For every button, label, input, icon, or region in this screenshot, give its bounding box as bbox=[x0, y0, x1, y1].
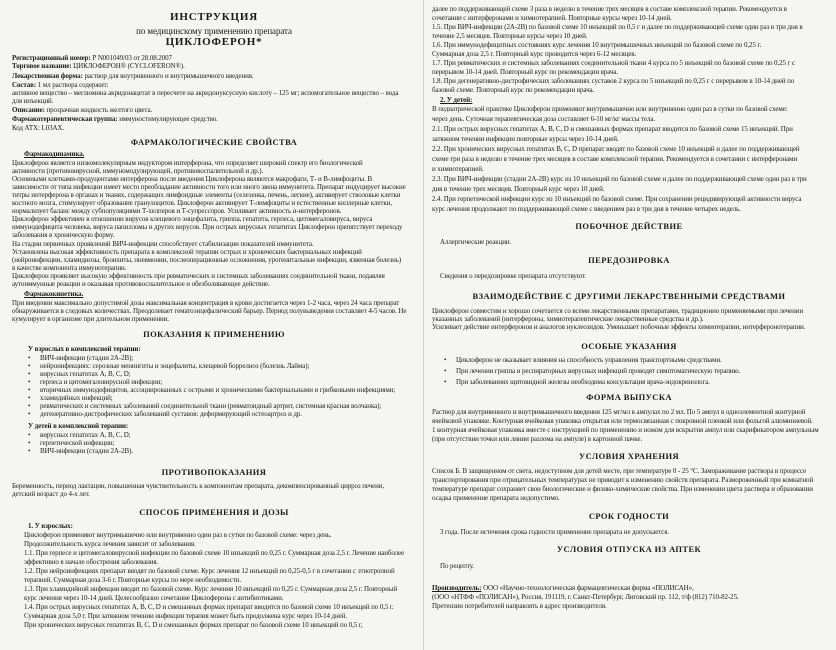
dispensing-text: По рецепту. bbox=[440, 562, 474, 570]
paragraph-line: 1.7. При ревматических и системных заболеваниях соединительной ткани 4 курса по 5 инъекций по базовой схеме по 0,25 г с bbox=[432, 59, 795, 67]
paragraph-line: кумулирует в организме при длительном применении. bbox=[12, 315, 169, 323]
bullet-icon: • bbox=[28, 431, 31, 439]
paragraph-line: Установлена высокая эффективность препарата в комплексной терапии острых и хронических бактериальных инфекций bbox=[12, 248, 362, 256]
dosage-children-label: 2. У детей: bbox=[440, 96, 473, 104]
overdose-text: Сведения о передозировке препарата отсутствуют. bbox=[440, 272, 586, 280]
paragraph-line: Беременность, период лактации, повышенная чувствительность к компонентам препарата, декомпенсированный цирроз печени, bbox=[12, 482, 385, 490]
doc-subtitle: по медицинскому применению препарата bbox=[136, 26, 292, 36]
dosage-form: Лекарственная форма: раствор для внутривенного и внутримышечного введения. bbox=[12, 72, 254, 80]
pharmacokinetics-label: Фармакокинетика. bbox=[24, 290, 84, 298]
drug-name: ЦИКЛОФЕРОН* bbox=[165, 36, 263, 48]
paragraph-line: При введении максимально допустимой дозы максимальная концентрация в крови достигается через 1-2 часа, через 24 часа препарат bbox=[12, 299, 400, 307]
paragraph-line: 1.1. При герпесе и цитомегаловирусной инфекции по базовой схеме 10 инъекций по 0,25 г. Суммарная доза 2,5 г. Лечение наиболее bbox=[24, 549, 405, 557]
paragraph-line: 2.4. При герпетической инфекции курс из 10 инъекций по базовой схеме. При сохранении рецидивирующей активности вируса bbox=[432, 195, 802, 203]
paragraph-line: Циклоферон совместим и хорошо сочетается со всеми лекарственными препаратами, традиционно применяемыми при лечении bbox=[432, 307, 804, 315]
manufacturer-line: (ООО «НТФФ «ПОЛИСАН»), Россия, 191119, г. Санкт-Петербург, Лиговский пр. 112, т/ф (812) 710-82-25. bbox=[432, 593, 739, 601]
paragraph-line: Раствор для внутривенного и внутримышечного введения 125 мг/мл в ампулах по 2 мл. По 5 ампул в одноэлементной контурной bbox=[432, 408, 806, 416]
list-item: • ревматических и системных заболеваний соединительной ткани (ревматоидный артрит, системная красная волчанка); bbox=[28, 402, 382, 410]
manufacturer-line: Претензии потребителей направлять в адрес производителя. bbox=[432, 602, 607, 610]
section-heading-overdose: ПЕРЕДОЗИРОВКА bbox=[588, 255, 670, 265]
paragraph-line: терапией. Суммарная доза 3-6 г. Повторные курсы по мере необходимости. bbox=[24, 576, 241, 584]
description: Описание: прозрачная жидкость желтого цвета. bbox=[12, 106, 153, 114]
paragraph-line: На стадии первичных проявлений ВИЧ-инфекции способствует стабилизации показателей иммунитета. bbox=[12, 240, 314, 248]
paragraph-line: курс лечения продолжают по поддерживающей схеме с введением раз в три дня в течение четырех недель. bbox=[432, 205, 741, 213]
paragraph-line: аутоиммунные реакции и оказывая противовоспалительное и обезболивающее действие. bbox=[12, 280, 270, 288]
list-item: • герпетической инфекции; bbox=[28, 439, 115, 447]
section-heading-special: ОСОБЫЕ УКАЗАНИЯ bbox=[581, 341, 677, 351]
paragraph-line: далее по поддерживающей схеме 3 раза в неделю в течение трех месяцев в составе комплексной терапии. Рекомендуется в bbox=[432, 5, 787, 13]
section-heading-interactions: ВЗАИМОДЕЙСТВИЕ С ДРУГИМИ ЛЕКАРСТВЕННЫМИ СРЕДСТВАМИ bbox=[472, 291, 786, 301]
composition-line: для инъекций. bbox=[12, 97, 54, 105]
list-item: • вирусных гепатитах А, В, С, D; bbox=[28, 431, 131, 439]
paragraph-line: 1.2. При нейроинфекциях препарат вводят по базовой схеме. Курс лечения 12 инъекций по 0,25-0,5 г в сочетании с этиотропной bbox=[24, 567, 395, 575]
section-heading-storage: УСЛОВИЯ ХРАНЕНИЯ bbox=[578, 451, 680, 461]
bullet-icon: • bbox=[28, 354, 31, 362]
manufacturer: Производитель: ООО «Научно-технологическая фармацевтическая фирма «ПОЛИСАН», bbox=[432, 584, 694, 592]
paragraph-line: эффективно в начале обострения заболевания. bbox=[24, 558, 159, 566]
shelf-life-text: 3 года. После истечения срока годности применение препарата не допускается. bbox=[440, 528, 670, 536]
paragraph-line: активности (противовирусной, иммуномодулирующей, противовоспалительной и др.). bbox=[12, 167, 264, 175]
paragraph-line: 2.1. При острых вирусных гепатитах А, В, С, D и смешанных формах препарат вводится по базовой схеме 15 инъекций. При bbox=[432, 125, 793, 133]
atc-code: Код АТХ: L03AX. bbox=[12, 124, 65, 132]
paragraph-line: Циклоферон является низкомолекулярным индуктором интерферона, что определяет широкий спектр его биологической bbox=[12, 159, 363, 167]
list-item: • вторичных иммунодефицитов, ассоциированных с острыми и хроническими бактериальными и грибковыми инфекциями; bbox=[28, 386, 396, 394]
list-item: • ВИЧ-инфекции (стадии 2А-2В); bbox=[28, 354, 134, 362]
bullet-icon: • bbox=[28, 410, 31, 418]
paragraph-line: Основными клетками-продуцентами интерферона после введения Циклоферона являются макрофаги, Т- и В-лимфоциты. В bbox=[12, 175, 373, 183]
indications-adults-label: У взрослых в комплексной терапии: bbox=[28, 345, 141, 353]
paragraph-line: сочетании с интерферонами и химиотерапией. Повторные курсы через 10-14 дней. bbox=[432, 14, 672, 22]
paragraph-line: Суммарная доза 2,5 г. Повторный курс проводится через 6-12 месяцев. bbox=[432, 50, 637, 58]
paragraph-line: 1.3. При хламидийной инфекции вводят по базовой схеме. Курс лечения 10 инъекций по 0,25 г. Суммарная доза 2,5 г. Повторный bbox=[24, 585, 397, 593]
section-heading-dispensing: УСЛОВИЯ ОТПУСКА ИЗ АПТЕК bbox=[556, 544, 702, 554]
section-heading-indications: ПОКАЗАНИЯ К ПРИМЕНЕНИЮ bbox=[143, 329, 285, 339]
bullet-icon: • bbox=[28, 394, 31, 402]
list-item: • вирусных гепатитах А, В, С, D; bbox=[28, 370, 131, 378]
paragraph-line: (нейроинфекции, хламидиозы, бронхиты, пневмонии, послеоперационные осложнения, урогенитальные инфекции, язвенная болезнь) bbox=[12, 256, 402, 264]
pharmacodynamics-label: Фармакодинамика. bbox=[24, 150, 85, 158]
paragraph-line: 1.4. При острых вирусных гепатитах А, В, С, D и смешанных формах препарат вводится по базовой схеме 10 инъекций по 0,5 г. bbox=[24, 603, 394, 611]
paragraph-line: и химиотерапией. bbox=[432, 165, 484, 173]
paragraph-line: 1.8. При дегенеративно-дистрофических заболеваниях суставов 2 курса по 5 инъекций по 0,25 г с перерывом в 10-14 дней по bbox=[432, 77, 795, 85]
list-item: • нейроинфекциях: серозные менингиты и энцефалиты, клещевой боррелиоз (болезнь Лайма); bbox=[28, 362, 310, 370]
paragraph-line: температуре препарат сохраняет свои биологические и физико-химические свойства. При изменении цвета раствора и образовании bbox=[432, 485, 813, 493]
paragraph-line: обнаруживается в следовых количествах. Преодолевает гематоэнцефалический барьер. Период полувыведения составляет 4-5 часов. Не bbox=[12, 307, 407, 315]
list-item: • герпеса и цитомегаловирусной инфекции; bbox=[28, 378, 163, 386]
paragraph-line: костного мозга, стимулирует образование гранулоцитов. Циклоферон активирует Т-лимфоциты и естественные киллерные клетки, bbox=[12, 199, 392, 207]
paragraph-line: 2.3. При ВИЧ-инфекции (стадии 2А-2В) курс из 10 инъекций по базовой схеме и далее по поддерживающей схеме один раз в три bbox=[432, 175, 807, 183]
left-column bbox=[10, 0, 418, 650]
section-heading-pharmacology: ФАРМАКОЛОГИЧЕСКИЕ СВОЙСТВА bbox=[130, 137, 298, 147]
pharm-group: Фармакотерапевтическая группа: иммуностимулирующее средство. bbox=[12, 115, 218, 123]
bullet-icon: • bbox=[444, 378, 447, 386]
list-item: • Циклоферон не оказывает влияния на способность управления транспортными средствами. bbox=[444, 356, 722, 364]
paragraph-line: ячейковой упаковке. Контурная ячейковая упаковка открытая или термосвязанная с покровной пленкой или фольгой алюминиевой. bbox=[432, 417, 813, 425]
bullet-icon: • bbox=[28, 402, 31, 410]
paragraph-line: заболевания в хроническую форму. bbox=[12, 231, 115, 239]
section-heading-side-effects: ПОБОЧНОЕ ДЕЙСТВИЕ bbox=[575, 221, 683, 231]
paragraph-line: Усиливает действие интерферонов и аналогов нуклеозидов. Уменьшает побочные эффекты химиотерапии, интерферонотерапии. bbox=[432, 323, 806, 331]
paragraph-line: 1 контурная ячейковая упаковка вместе с инструкцией по применению и ножом для вскрытия ампул или скарификатором ампульным bbox=[432, 426, 819, 434]
paragraph-line: через день. Суточная терапевтическая доза составляет 6-10 мг/кг массы тела. bbox=[432, 115, 656, 123]
paragraph-line: детский возраст до 4-х лет. bbox=[12, 490, 90, 498]
section-heading-contraindications: ПРОТИВОПОКАЗАНИЯ bbox=[161, 467, 267, 477]
dosage-adults-label: 1. У взрослых: bbox=[28, 522, 73, 530]
list-item: • дегенеративно-дистрофических заболеваний суставов: деформирующий остеоартроз и др. bbox=[28, 410, 302, 418]
paragraph-line: базовой схеме. Повторный курс по рекомендации врача. bbox=[432, 86, 595, 94]
paragraph-line: Циклоферон применяют внутримышечно или внутривенно один раз в сутки по базовой схеме: через день. bbox=[24, 531, 332, 539]
paragraph-line: нормализует баланс между субпопуляциями Т-хелперов и Т-супрессоров. Усиливает активность α-интерферонов. bbox=[12, 207, 342, 215]
bullet-icon: • bbox=[28, 447, 31, 455]
bullet-icon: • bbox=[28, 378, 31, 386]
paragraph-line: транспортирования при отрицательных температурах не приводит к изменению свойств препарата. Размороженный при комнатной bbox=[432, 476, 814, 484]
bullet-icon: • bbox=[28, 362, 31, 370]
paragraph-line: Циклоферон проявляет высокую эффективность при ревматических и системных заболеваниях соединительной ткани, подавляя bbox=[12, 272, 385, 280]
paragraph-line: (при отсутствии точки или линии разлома на ампуле) в картонной пачке. bbox=[432, 435, 642, 443]
paragraph-line: Суммарная доза 5,0 г. При затяжном течении инфекции терапия может быть продолжена курс через 10-14 дней. bbox=[24, 612, 347, 620]
composition-line: активное вещество – меглюмина акридонацетат в пересчете на акридонуксусную кислоту – 125 мг; вспомогательное вещество – вода bbox=[12, 89, 399, 97]
composition: Состав: 1 мл раствора содержит: bbox=[12, 81, 109, 89]
right-column bbox=[430, 0, 828, 650]
paragraph-line: Циклоферон эффективен в отношении вирусов клещевого энцефалита, гриппа, гепатита, герпеса, цитомегаловируса, вируса bbox=[12, 215, 373, 223]
paragraph-line: титры интерферона в органах и тканях, содержащих лимфоидные элементы (селезенка, печень, легкие), активирует стволовые клетки bbox=[12, 191, 401, 199]
paragraph-line: течение 2,5 месяцев. Повторные курсы через 10 дней. bbox=[432, 32, 588, 40]
paragraph-line: перерывом 10-14 дней. Повторный курс по рекомендации врача. bbox=[432, 68, 619, 76]
paragraph-line: Список Б. В защищенном от света, недоступном для детей месте, при температуре 0 - 25 °С. Замораживание раствора в процессе bbox=[432, 467, 807, 475]
bullet-icon: • bbox=[28, 439, 31, 447]
bullet-icon: • bbox=[444, 356, 447, 364]
list-item: • ВИЧ-инфекции (стадии 2А-2В). bbox=[28, 447, 133, 455]
paragraph-line: В педиатрической практике Циклоферон применяют внутримышечно или внутривенно один раз в сутки по базовой схеме: bbox=[432, 105, 788, 113]
section-heading-shelf-life: СРОК ГОДНОСТИ bbox=[588, 511, 670, 521]
paragraph-line: 2.2. При хронических вирусных гепатитах В, С, D препарат вводят по базовой схеме 10 инъекций и далее по поддерживающей bbox=[432, 145, 800, 153]
list-item: • хламидийных инфекций; bbox=[28, 394, 113, 402]
indications-children-label: У детей в комплексной терапии: bbox=[28, 422, 129, 430]
paragraph-line: в качестве компонента иммунотерапии. bbox=[12, 264, 127, 272]
side-effects-text: Аллергические реакции. bbox=[440, 238, 512, 246]
list-item: • При заболеваниях щитовидной железы необходима консультация врача-эндокринолога. bbox=[444, 378, 710, 386]
bullet-icon: • bbox=[444, 367, 447, 375]
bullet-icon: • bbox=[28, 386, 31, 394]
section-heading-release-form: ФОРМА ВЫПУСКА bbox=[586, 392, 672, 402]
paragraph-line: затяжном течении инфекции повторные курсы через 10-14 дней. bbox=[432, 135, 619, 143]
bullet-icon: • bbox=[28, 370, 31, 378]
paragraph-line: зависимости от типа инфекции имеет место преобладание активности того или иного звена иммунитета. Препарат индуцирует высокие bbox=[12, 183, 406, 191]
paragraph-line: дня в течение трех месяцев. Повторный курс через 10 дней. bbox=[432, 185, 605, 193]
trade-name: Торговое название: ЦИКЛОФЕРОН® (CYCLOFERON®). bbox=[12, 62, 185, 70]
paragraph-line: Продолжительность курса лечения зависит от заболевания. bbox=[24, 540, 196, 548]
reg-number: Регистрационный номер: Р N001049/03 от 28.08.2007 bbox=[12, 54, 172, 62]
doc-title: ИНСТРУКЦИЯ bbox=[170, 11, 258, 23]
paragraph-line: иммунодефицита человека, вируса папилломы и других вирусов. При острых вирусных гепатитах Циклоферон препятствует переходу bbox=[12, 223, 403, 231]
section-heading-dosage: СПОСОБ ПРИМЕНЕНИЯ И ДОЗЫ bbox=[139, 507, 289, 517]
page-fold bbox=[423, 0, 424, 650]
paragraph-line: осадка применение препарата недопустимо. bbox=[432, 494, 560, 502]
list-item: • При лечении гриппа и респираторных вирусных инфекций проводят симптоматическую терапию. bbox=[444, 367, 741, 375]
paragraph-line: При хронических вирусных гепатитах В, С, D и смешанных формах препарат по базовой схеме 10 инъекций по 0,5 г, bbox=[24, 621, 363, 629]
paragraph-line: 1.5. При ВИЧ-инфекции (2А-2В) по базовой схеме 10 инъекций по 0,5 г и далее по поддерживающей схеме один раз в три дня в bbox=[432, 23, 803, 31]
paragraph-line: схеме три раза в неделю в течение трех месяцев в составе комплексной терапии. Рекомендуется в сочетании с интерферонами bbox=[432, 155, 797, 163]
paragraph-line: указанных заболеваний (интерфероны, химиотерапевтические лекарственные средства и др.). bbox=[432, 315, 704, 323]
paragraph-line: курс лечения через 10-14 дней. Целесообразно сочетание Циклоферона с антибиотиками. bbox=[24, 594, 284, 602]
paragraph-line: 1.6. При иммунодефицитных состояниях курс лечения 10 внутримышечных инъекций по базовой схеме по 0,25 г. bbox=[432, 41, 762, 49]
